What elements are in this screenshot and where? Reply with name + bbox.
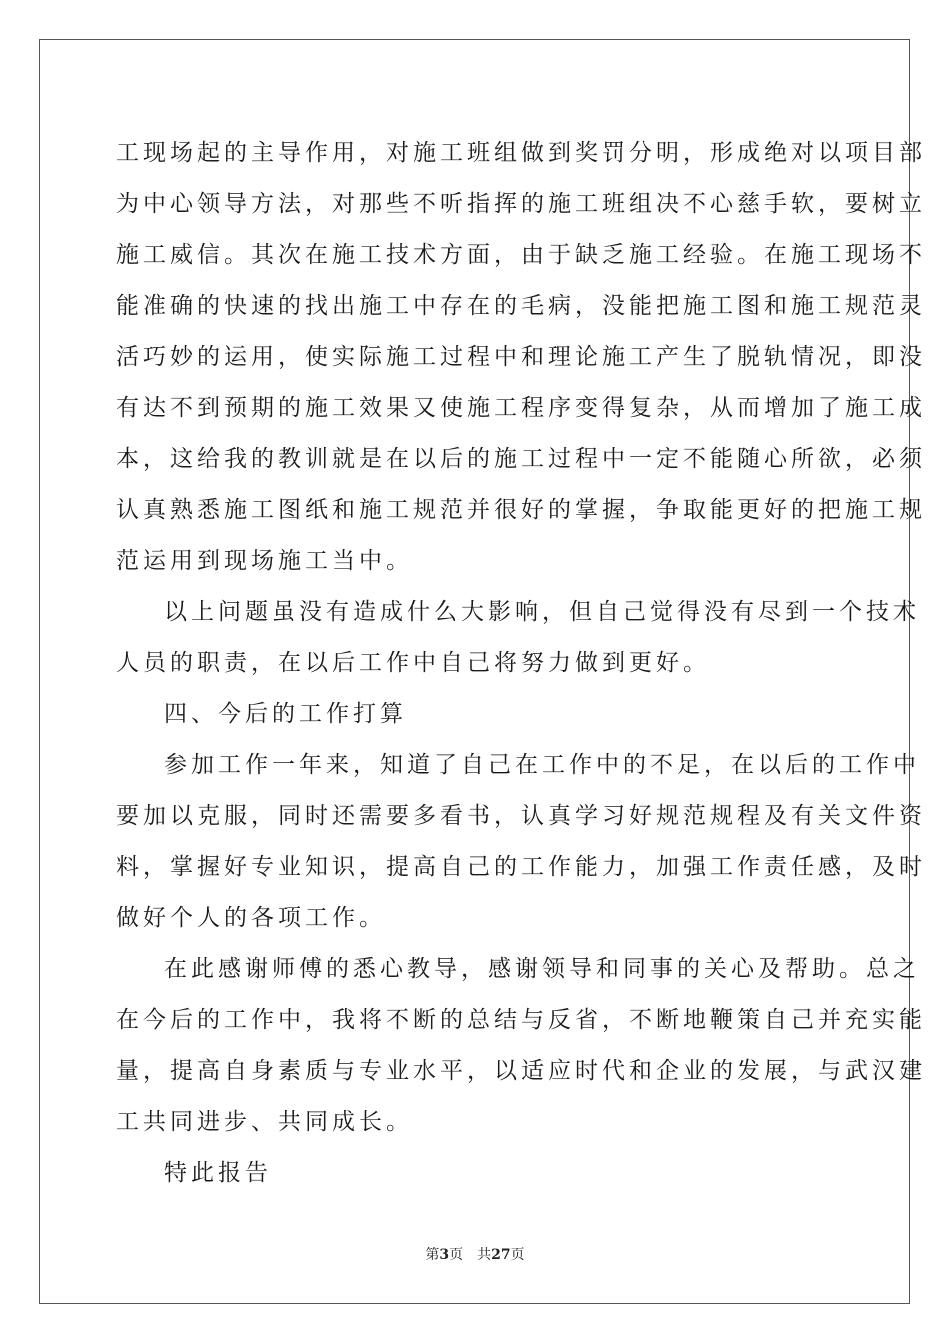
- paragraph-line: 活巧妙的运用，使实际施工过程中和理论施工产生了脱轨情况，即没: [116, 344, 926, 370]
- document-body: [116, 128, 926, 1199]
- paragraph-line: 以上问题虽没有造成什么大影响，但自己觉得没有尽到一个技术: [164, 599, 920, 625]
- paragraph-line: 要加以克服，同时还需要多看书，认真学习好规范规程及有关文件资: [116, 803, 926, 829]
- paragraph-line: 范运用到现场施工当中。: [116, 548, 413, 574]
- paragraph-line: 有达不到预期的施工效果又使施工程序变得复杂，从而增加了施工成: [116, 395, 926, 421]
- paragraph-line: 四、今后的工作打算: [164, 701, 407, 727]
- footer-page-total: 27: [491, 1247, 511, 1263]
- paragraph-line: 做好个人的各项工作。: [116, 905, 386, 931]
- footer-total-prefix: 共: [477, 1247, 492, 1263]
- paragraph-line: 在此感谢师傅的悉心教导，感谢领导和同事的关心及帮助。总之: [164, 956, 920, 982]
- paragraph-line: 施工威信。其次在施工技术方面，由于缺乏施工经验。在施工现场不: [116, 242, 926, 268]
- paragraph-line: 特此报告: [164, 1160, 272, 1186]
- paragraph-line: 为中心领导方法，对那些不听指挥的施工班组决不心慈手软，要树立: [116, 191, 926, 217]
- paragraph-line: 量，提高自身素质与专业水平，以适应时代和企业的发展，与武汉建: [116, 1058, 926, 1084]
- paragraph-line: 料，掌握好专业知识，提高自己的工作能力，加强工作责任感，及时: [116, 854, 926, 880]
- footer-page-prefix: 第: [425, 1247, 440, 1263]
- footer-page-current: 3: [439, 1247, 450, 1263]
- paragraph-line: 能准确的快速的找出施工中存在的毛病，没能把施工图和施工规范灵: [116, 293, 926, 319]
- paragraph-line: 认真熟悉施工图纸和施工规范并很好的掌握，争取能更好的把施工规: [116, 497, 926, 523]
- footer-total-suffix: 页: [510, 1247, 525, 1263]
- paragraph-line: 参加工作一年来，知道了自己在工作中的不足，在以后的工作中: [164, 752, 920, 778]
- paragraph-line: 工共同进步、共同成长。: [116, 1109, 413, 1135]
- paragraph-line: 在今后的工作中，我将不断的总结与反省，不断地鞭策自己并充实能: [116, 1007, 926, 1033]
- footer-page-suffix: 页: [449, 1247, 464, 1263]
- paragraph-line: 人员的职责，在以后工作中自己将努力做到更好。: [116, 650, 710, 676]
- paragraph-line: 工现场起的主导作用，对施工班组做到奖罚分明，形成绝对以项目部: [116, 140, 926, 166]
- paragraph-line: 本，这给我的教训就是在以后的施工过程中一定不能随心所欲，必须: [116, 446, 926, 472]
- page-footer: [0, 1244, 950, 1264]
